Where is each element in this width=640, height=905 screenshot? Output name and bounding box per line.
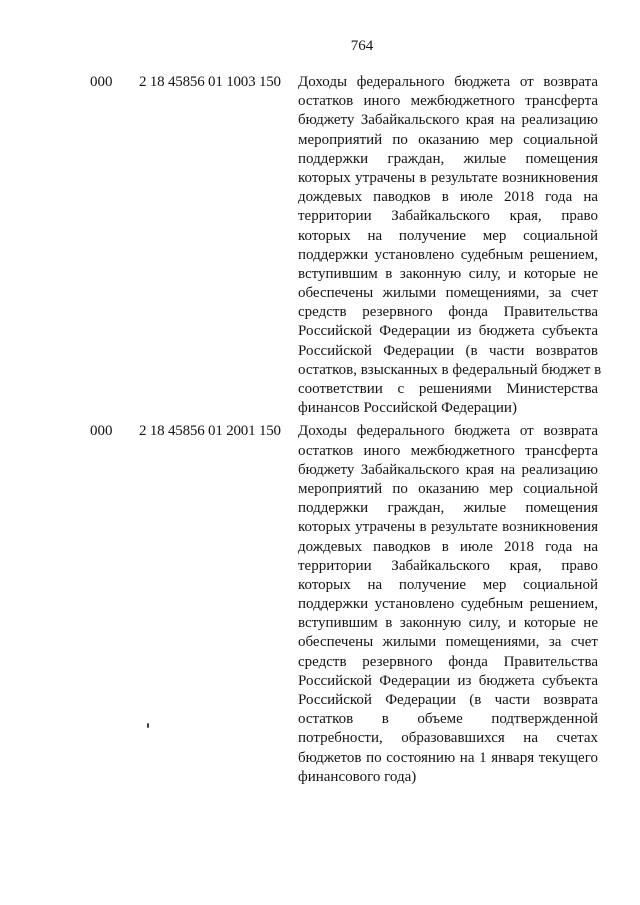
description-line: остатков, взысканных в федеральный бюджет в: [298, 361, 602, 378]
description-line: бюджету Забайкальского края на реализацию: [298, 112, 598, 129]
description-line: дождевых паводков в июле 2018 года на: [298, 189, 598, 206]
description-line: остатков иного межбюджетного трансферта: [298, 93, 598, 110]
description-line: бюджету Забайкальского края на реализацию: [298, 461, 598, 478]
description-line: мероприятий по оказанию мер социальной: [298, 131, 598, 148]
description-line: бюджетов по состоянию на 1 января текущего: [298, 749, 598, 766]
description-line: которых утрачены в результате возникновения: [298, 169, 598, 186]
description-line: Российской Федерации из бюджета субъекта: [298, 323, 598, 340]
description-line: обеспечены жилыми помещениями, за счет: [298, 285, 598, 302]
budget-classification-code: 2 18 45856 01 2001 150: [139, 423, 281, 440]
description-line: остатков в объеме подтвержденной: [298, 711, 598, 728]
page-number: 764: [350, 38, 374, 54]
description-line: которых на получение мер социальной: [298, 227, 598, 244]
description-line: соответствии с решениями Министерства: [298, 381, 598, 397]
description-line: мероприятий по оказанию мер социальной: [298, 480, 598, 497]
description-line: вступившим в законную силу, и которые не: [298, 615, 598, 632]
budget-classification-code: 2 18 45856 01 1003 150: [139, 74, 281, 90]
income-description: [298, 73, 602, 418]
description-line: которых утрачены в результате возникновения: [298, 519, 598, 536]
table-row: [0, 422, 640, 787]
description-line: финансов Российской Федерации): [298, 400, 517, 417]
scan-speck: [147, 723, 149, 728]
description-line: обеспечены жилыми помещениями, за счет: [298, 634, 598, 651]
description-line: поддержки установлено судебным решением,: [298, 246, 598, 263]
description-line: поддержки установлено судебным решением,: [298, 596, 598, 613]
description-line: финансового года): [298, 768, 417, 785]
description-line: потребности, образовавшихся на счетах: [298, 730, 598, 747]
table-row: [0, 73, 640, 418]
description-line: средств резервного фонда Правительства: [298, 304, 598, 321]
description-line: дождевых паводков в июле 2018 года на: [298, 538, 598, 555]
description-line: территории Забайкальского края, право: [298, 557, 598, 574]
description-line: поддержки граждан, жилые помещения: [298, 150, 598, 167]
admin-code: 000: [90, 74, 113, 90]
income-description: [298, 422, 598, 787]
description-line: Российской Федерации (в части возвратов: [298, 342, 598, 359]
budget-code-table: [0, 73, 640, 791]
description-line: территории Забайкальского края, право: [298, 208, 598, 225]
description-line: Российской Федерации (в части возврата: [298, 692, 598, 708]
description-line: которых на получение мер социальной: [298, 576, 598, 593]
description-line: поддержки граждан, жилые помещения: [298, 500, 598, 517]
description-line: Доходы федерального бюджета от возврата: [298, 423, 598, 440]
description-line: вступившим в законную силу, и которые не: [298, 265, 598, 282]
description-line: Российской Федерации из бюджета субъекта: [298, 672, 598, 689]
description-line: остатков иного межбюджетного трансферта: [298, 442, 598, 459]
admin-code: 000: [90, 423, 113, 440]
description-line: средств резервного фонда Правительства: [298, 653, 598, 670]
description-line: Доходы федерального бюджета от возврата: [298, 74, 598, 90]
